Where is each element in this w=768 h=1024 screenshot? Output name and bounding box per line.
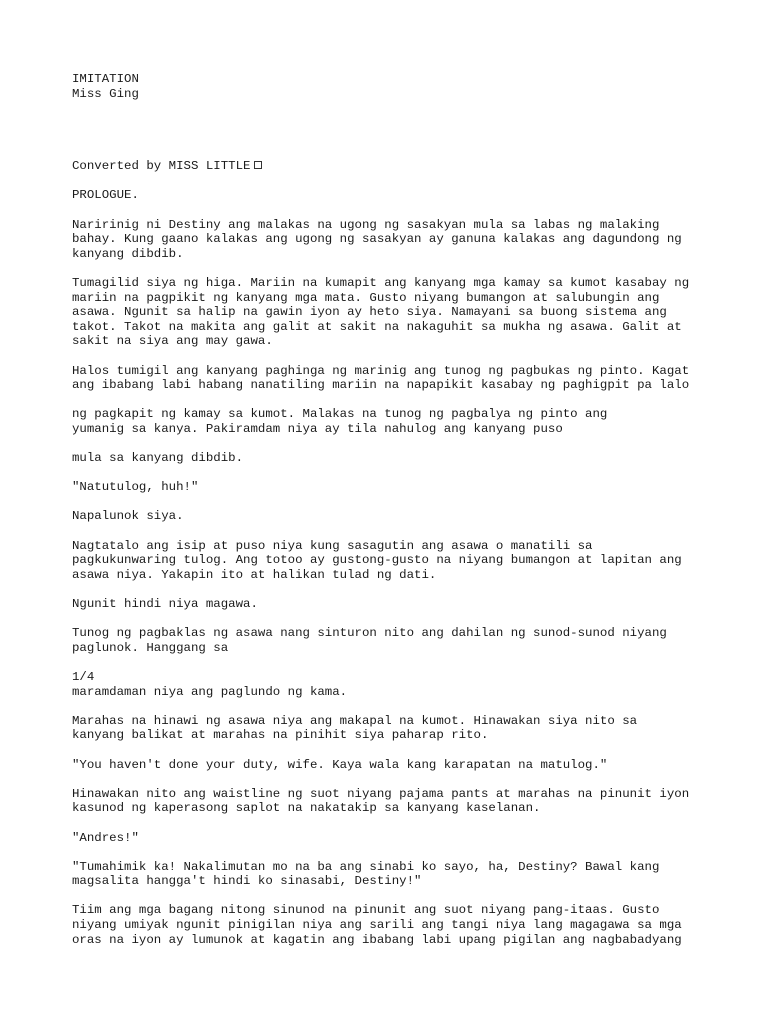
- paragraph-line: Halos tumigil ang kanyang paghinga ng marinig ang tunog ng pagbukas ng pinto. Kagat: [72, 363, 690, 378]
- paragraph: [72, 860, 712, 889]
- paragraph: [72, 407, 712, 436]
- document-title: IMITATION: [72, 72, 139, 86]
- paragraph: [72, 903, 712, 947]
- paragraph-line: niyang umiyak ngunit pinigilan niya ang sarili ang tangi niya lang magagawa sa mga: [72, 918, 682, 933]
- paragraph: [72, 714, 712, 743]
- paragraph-line: Tiim ang mga bagang nitong sinunod na pinunit ang suot niyang pang-itaas. Gusto: [72, 903, 660, 918]
- document-author: Miss Ging: [72, 86, 139, 101]
- paragraph-line: Tumagilid siya ng higa. Mariin na kumapit ang kanyang mga kamay sa kumot kasabay ng: [72, 275, 690, 290]
- paragraph-line: pagkukunwaring tulog. Ang totoo ay gustong-gusto na niyang bumangon at lapitan ang: [72, 553, 682, 568]
- paragraph-line: Naririnig ni Destiny ang malakas na ugong ng sasakyan mula sa labas ng malaking: [72, 217, 660, 232]
- paragraph-line: mula sa kanyang dibdib.: [72, 451, 244, 466]
- paragraph-line: oras na iyon ay lumunok at kagatin ang ibabang labi upang pigilan ang nagbabadyang: [72, 932, 682, 947]
- paragraph-line: takot. Takot na makita ang galit at sakit na nakaguhit sa mukha ng asawa. Galit at: [72, 319, 682, 334]
- paragraph: [72, 218, 712, 262]
- converted-by-line: [72, 159, 712, 174]
- paragraph-line: "Natutulog, huh!": [72, 480, 199, 495]
- paragraph-line: asawa. Ngunit sa halip na gawin iyon ay heto siya. Namayani sa buong sistema ang: [72, 305, 667, 320]
- paragraph-line: yumanig sa kanya. Pakiramdam niya ay tila nahulog ang kanyang puso: [72, 421, 563, 436]
- paragraph-line: "You haven't done your duty, wife. Kaya wala kang karapatan na matulog.": [72, 757, 608, 772]
- paragraph: [72, 480, 712, 495]
- paragraph-line: Napalunok siya.: [72, 509, 184, 524]
- paragraph-line: paglunok. Hanggang sa: [72, 640, 229, 655]
- paragraph-line: "Tumahimik ka! Nakalimutan mo na ba ang sinabi ko sayo, ha, Destiny? Bawal kang: [72, 859, 660, 874]
- paragraph: [72, 758, 712, 773]
- paragraph-line: mariin na pagpikit ng kanyang mga mata. Gusto niyang bumangon at salubungin ang: [72, 290, 660, 305]
- paragraph-list: [72, 218, 712, 948]
- paragraph: [72, 831, 712, 846]
- paragraph: [72, 597, 712, 612]
- prologue-heading: [72, 188, 712, 203]
- paragraph: [72, 364, 712, 393]
- paragraph-line: Tunog ng pagbaklas ng asawa nang sinturon nito ang dahilan ng sunod-sunod niyang: [72, 626, 667, 641]
- paragraph-line: "Andres!": [72, 830, 139, 845]
- paragraph: [72, 509, 712, 524]
- paragraph: [72, 787, 712, 816]
- document-body: [72, 72, 712, 962]
- paragraph-line: ng pagkapit ng kamay sa kumot. Malakas na tunog ng pagbalya ng pinto ang: [72, 407, 608, 422]
- paragraph-line: asawa niya. Yakapin ito at halikan tulad ng dati.: [72, 567, 437, 582]
- paragraph-line: ang ibabang labi habang nanatiling mariin na napapikit kasabay ng paghigpit pa lalo: [72, 378, 690, 393]
- paragraph: [72, 626, 712, 655]
- converted-by-text: Converted by MISS LITTLE: [72, 159, 251, 174]
- paragraph: [72, 276, 712, 349]
- paragraph-line: Marahas na hinawi ng asawa niya ang makapal na kumot. Hinawakan siya nito sa: [72, 713, 638, 728]
- paragraph: [72, 539, 712, 583]
- paragraph-line: sakit na siya ang may gawa.: [72, 334, 273, 349]
- paragraph: [72, 451, 712, 466]
- paragraph-line: kanyang dibdib.: [72, 246, 184, 261]
- paragraph-line: bahay. Kung gaano kalakas ang ugong ng sasakyan ay ganuna kalakas ang dagundong ng: [72, 232, 682, 247]
- paragraph-line: kanyang balikat at marahas na pinihit siya paharap rito.: [72, 728, 489, 743]
- paragraph-line: Nagtatalo ang isip at puso niya kung sasagutin ang asawa o manatili sa: [72, 538, 593, 553]
- paragraph-line: Hinawakan nito ang waistline ng suot niyang pajama pants at marahas na pinunit iyon: [72, 786, 690, 801]
- paragraph-line: Ngunit hindi niya magawa.: [72, 597, 258, 611]
- paragraph-line: 1/4: [72, 669, 95, 684]
- placeholder-box-icon: [254, 161, 262, 169]
- paragraph: [72, 670, 712, 699]
- prologue-heading-text: PROLOGUE.: [72, 188, 139, 203]
- title-block: [72, 72, 712, 101]
- paragraph-line: magsalita hangga't hindi ko sinasabi, Destiny!": [72, 874, 422, 889]
- paragraph-line: maramdaman niya ang paglundo ng kama.: [72, 684, 348, 699]
- paragraph-line: kasunod ng kaperasong saplot na nakatakip sa kanyang kaselanan.: [72, 801, 541, 816]
